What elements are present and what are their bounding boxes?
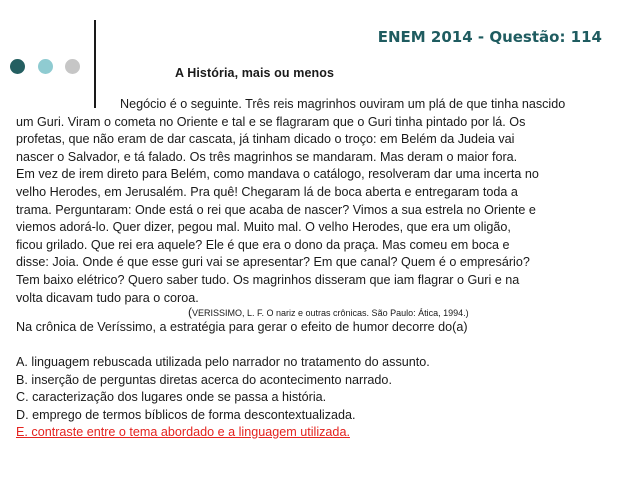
answer-option-b[interactable]: B. inserção de perguntas diretas acerca do acontecimento narrado. xyxy=(16,372,392,387)
answer-option-c[interactable]: C. caracterização dos lugares onde se passa a história. xyxy=(16,390,327,404)
story-line: profetas, que não eram de dar cascata, já tinham dicado o troço: em Belém da Judeia vai xyxy=(16,132,515,147)
citation-paren: ( xyxy=(188,305,192,319)
story-heading: A História, mais ou menos xyxy=(175,66,335,80)
story-line: nascer o Salvador, e tá falado. Os três magrinhos se mandaram. Mas deram o maior fora. xyxy=(16,149,518,164)
answer-option-d[interactable]: D. emprego de termos bíblicos de forma descontextualizada. xyxy=(16,407,356,422)
story-line: velho Herodes, em Jerusalém. Pra quê! Chegaram lá de boca aberta e entregaram toda a xyxy=(16,184,518,199)
decorative-divider xyxy=(94,20,96,108)
story-line: viemos adorá-lo. Quer dizer, pegou mal. Muito mal. O velho Herodes, que era um oligão, xyxy=(16,220,511,235)
answer-options xyxy=(16,354,430,442)
page-title: ENEM 2014 - Questão: 114 xyxy=(377,28,602,46)
story-line: ficou grilado. Que rei era aquele? Ele é que era o dono da praça. Mas comeu em boca e xyxy=(16,237,510,252)
story-line: Em vez de irem direto para Belém, como mandava o catálogo, resolveram dar uma incerta no xyxy=(16,167,539,182)
citation xyxy=(188,305,469,319)
story-line: Negócio é o seguinte. Três reis magrinhos ouviram um plá de que tinha nascido xyxy=(120,97,566,111)
decorative-dot-light xyxy=(38,59,53,74)
story-line: um Guri. Viram o cometa no Oriente e tal e se flagraram que o Guri tinha pintado por lá. Os xyxy=(16,114,526,129)
story-line: volta dicavam tudo para o coroa. xyxy=(16,290,199,305)
answer-option-e-correct[interactable]: E. contraste entre o tema abordado e a linguagem utilizada. xyxy=(16,425,350,439)
answer-option-a[interactable]: A. linguagem rebuscada utilizada pelo narrador no tratamento do assunto. xyxy=(16,355,430,369)
story-line: Tem baixo elétrico? Quero saber tudo. Os magrinhos disseram que iam flagrar o Guri e na xyxy=(16,272,520,287)
decorative-dot-dark xyxy=(10,59,25,74)
decorative-dot-gray xyxy=(65,59,80,74)
story-line: trama. Perguntaram: Onde está o rei que acaba de nascer? Vimos a sua estrela no Oriente e xyxy=(16,202,536,217)
story-line: disse: Joia. Onde é que esse guri vai se apresentar? Em que canal? Quem é o empresário? xyxy=(16,255,530,270)
story-text xyxy=(16,96,616,307)
question-prompt: Na crônica de Veríssimo, a estratégia para gerar o efeito de humor decorre do(a) xyxy=(16,320,468,334)
citation-text: VERISSIMO, L. F. O nariz e outras crônicas. São Paulo: Ática, 1994.) xyxy=(192,308,469,318)
